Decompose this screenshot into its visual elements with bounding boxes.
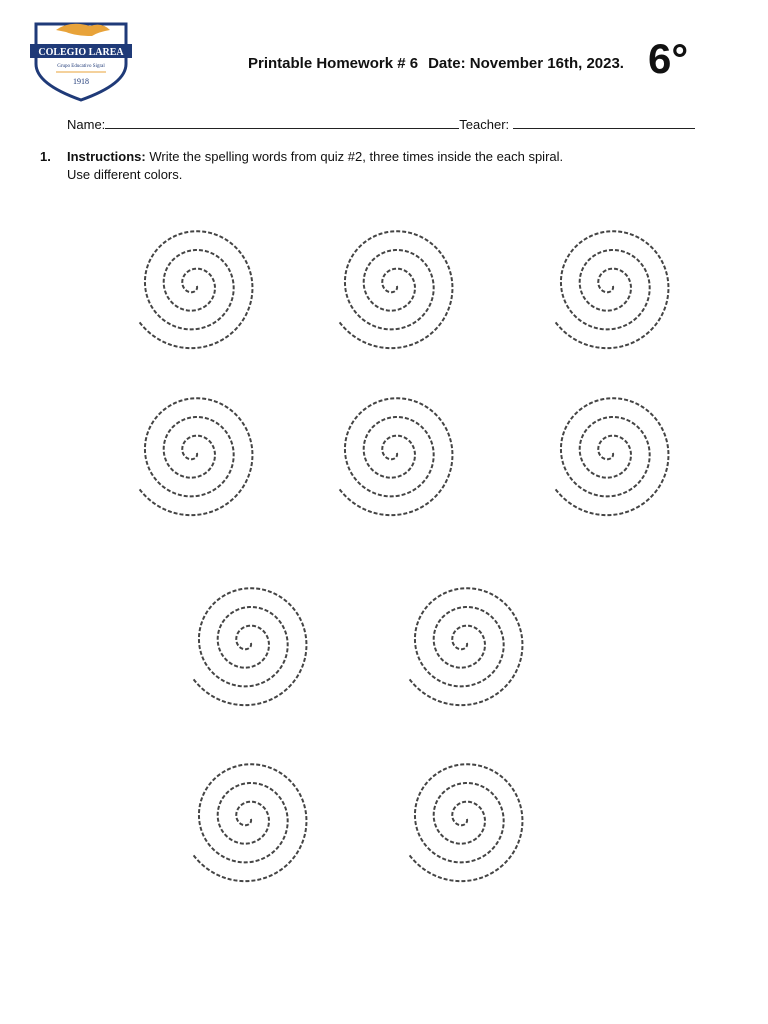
spiral-6[interactable]	[538, 376, 688, 526]
logo-year: 1918	[73, 77, 89, 86]
instruction-text-line2: Use different colors.	[67, 167, 183, 182]
dashed-spiral-icon	[339, 398, 452, 515]
instruction-number: 1.	[40, 149, 51, 164]
dashed-spiral-icon	[139, 398, 252, 515]
instruction-label: Instructions:	[67, 149, 146, 164]
teacher-field[interactable]	[513, 116, 695, 129]
dashed-spiral-icon	[555, 231, 668, 348]
dashed-spiral-icon	[193, 764, 306, 881]
dashed-spiral-icon	[409, 588, 522, 705]
spiral-4[interactable]	[122, 376, 272, 526]
homework-number: Printable Homework # 6	[248, 55, 419, 72]
spiral-10[interactable]	[392, 742, 542, 892]
school-crest-icon	[30, 24, 132, 100]
dashed-spiral-icon	[193, 588, 306, 705]
logo-subtitle: Grupo Educativo Sigral	[57, 64, 105, 69]
spiral-3[interactable]	[538, 209, 688, 359]
spiral-9[interactable]	[176, 742, 326, 892]
school-logo	[30, 18, 132, 102]
teacher-label: Teacher:	[459, 117, 510, 132]
homework-date: Date: November 16th, 2023.	[428, 55, 624, 72]
dashed-spiral-icon	[409, 764, 522, 881]
name-label: Name:	[67, 117, 106, 132]
instructions	[40, 148, 720, 184]
name-teacher-row	[67, 116, 707, 132]
name-field[interactable]	[105, 116, 459, 129]
spiral-7[interactable]	[176, 566, 326, 716]
spiral-5[interactable]	[322, 376, 472, 526]
grade-level: 6°	[648, 35, 689, 82]
spiral-8[interactable]	[392, 566, 542, 716]
dashed-spiral-icon	[339, 231, 452, 348]
logo-school-name: COLEGIO LAREA	[38, 47, 124, 58]
spiral-2[interactable]	[322, 209, 472, 359]
spiral-1[interactable]	[122, 209, 272, 359]
dashed-spiral-icon	[139, 231, 252, 348]
homework-title	[248, 55, 624, 72]
instruction-text: Write the spelling words from quiz #2, three times inside the each spiral.	[145, 149, 564, 164]
dashed-spiral-icon	[555, 398, 668, 515]
